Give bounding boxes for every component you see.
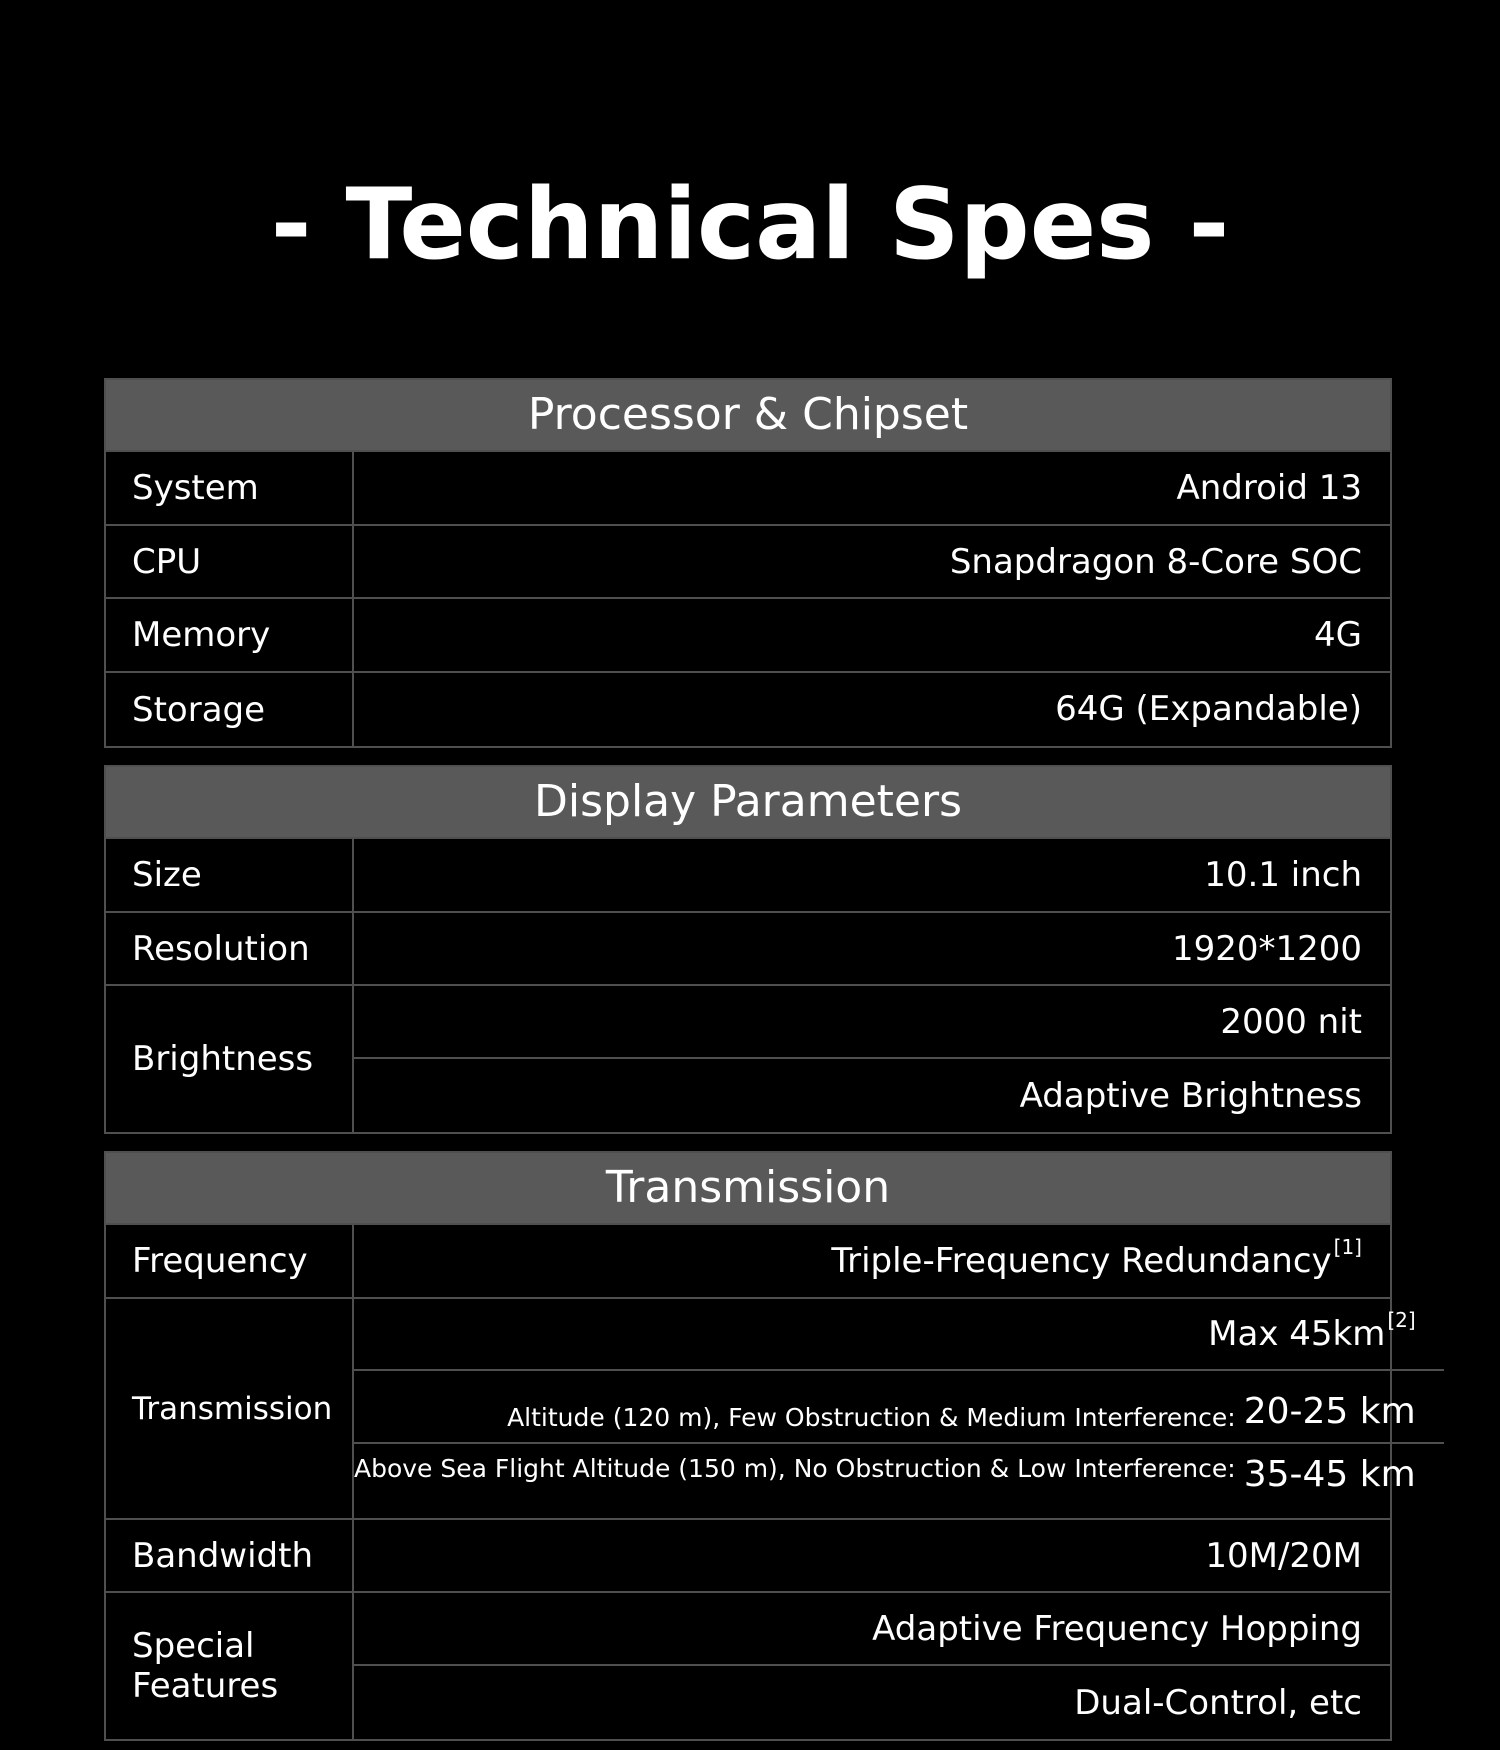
condition-text: Above Sea Flight Altitude (150 m), No Obstruction & Low Interference: [354, 1453, 1236, 1483]
section-header: Display Parameters [106, 767, 1390, 839]
row-value: Dual-Control, etc [1074, 1682, 1362, 1723]
row-value: Android 13 [1176, 468, 1362, 508]
table-row [106, 839, 1390, 913]
special-label-line1: Special [132, 1626, 255, 1666]
table-row [106, 1299, 1416, 1520]
page-title: - Technical Spes - [270, 168, 1230, 282]
table-row [106, 673, 1390, 746]
section-header: Transmission [106, 1153, 1390, 1225]
row-value: Snapdragon 8-Core SOC [949, 541, 1362, 582]
row-label: Memory [106, 599, 354, 671]
range-value: 35-45 km [1243, 1453, 1416, 1495]
row-value: Adaptive Brightness [1019, 1075, 1362, 1116]
row-value: 2000 nit [354, 986, 1390, 1059]
row-value [354, 1444, 1444, 1518]
display-section [104, 765, 1392, 1134]
row-label: System [106, 452, 354, 524]
row-label: Resolution [106, 913, 354, 984]
row-label: Bandwidth [106, 1520, 354, 1591]
table-row [106, 452, 1390, 526]
special-label-line2: Features [132, 1666, 279, 1706]
row-label: Storage [106, 673, 354, 746]
row-value: 1920*1200 [1171, 928, 1362, 969]
frequency-value: Triple-Frequency Redundancy [831, 1241, 1332, 1281]
table-row [106, 1593, 1390, 1739]
row-value [354, 1371, 1444, 1443]
range-value: 20-25 km [1243, 1390, 1416, 1432]
row-value [354, 1299, 1444, 1371]
table-row [106, 1225, 1390, 1299]
footnote-marker: [1] [1333, 1235, 1362, 1259]
max-range-value: Max 45km [1208, 1314, 1386, 1355]
transmission-section [104, 1151, 1416, 1741]
row-value: 10.1 inch [1204, 855, 1362, 895]
section-header: Processor & Chipset [106, 380, 1390, 452]
table-row [106, 986, 1390, 1132]
table-row [106, 1520, 1390, 1593]
processor-section [104, 378, 1392, 748]
row-label: Size [106, 839, 354, 911]
row-value: 10M/20M [1205, 1535, 1362, 1576]
footnote-marker: [2] [1387, 1308, 1416, 1333]
row-label: CPU [106, 526, 354, 597]
row-value: 64G (Expandable) [1055, 688, 1362, 729]
row-label: Frequency [106, 1225, 354, 1297]
row-value [354, 1225, 1390, 1297]
row-label: Brightness [106, 986, 354, 1132]
table-row [106, 913, 1390, 986]
table-row [106, 599, 1390, 673]
row-value: Adaptive Frequency Hopping [354, 1593, 1390, 1666]
row-label [106, 1593, 354, 1739]
row-value: 4G [1314, 615, 1362, 655]
table-row [106, 526, 1390, 599]
condition-text: Altitude (120 m), Few Obstruction & Medium Interference: [507, 1402, 1236, 1432]
row-label: Transmission [106, 1299, 354, 1518]
